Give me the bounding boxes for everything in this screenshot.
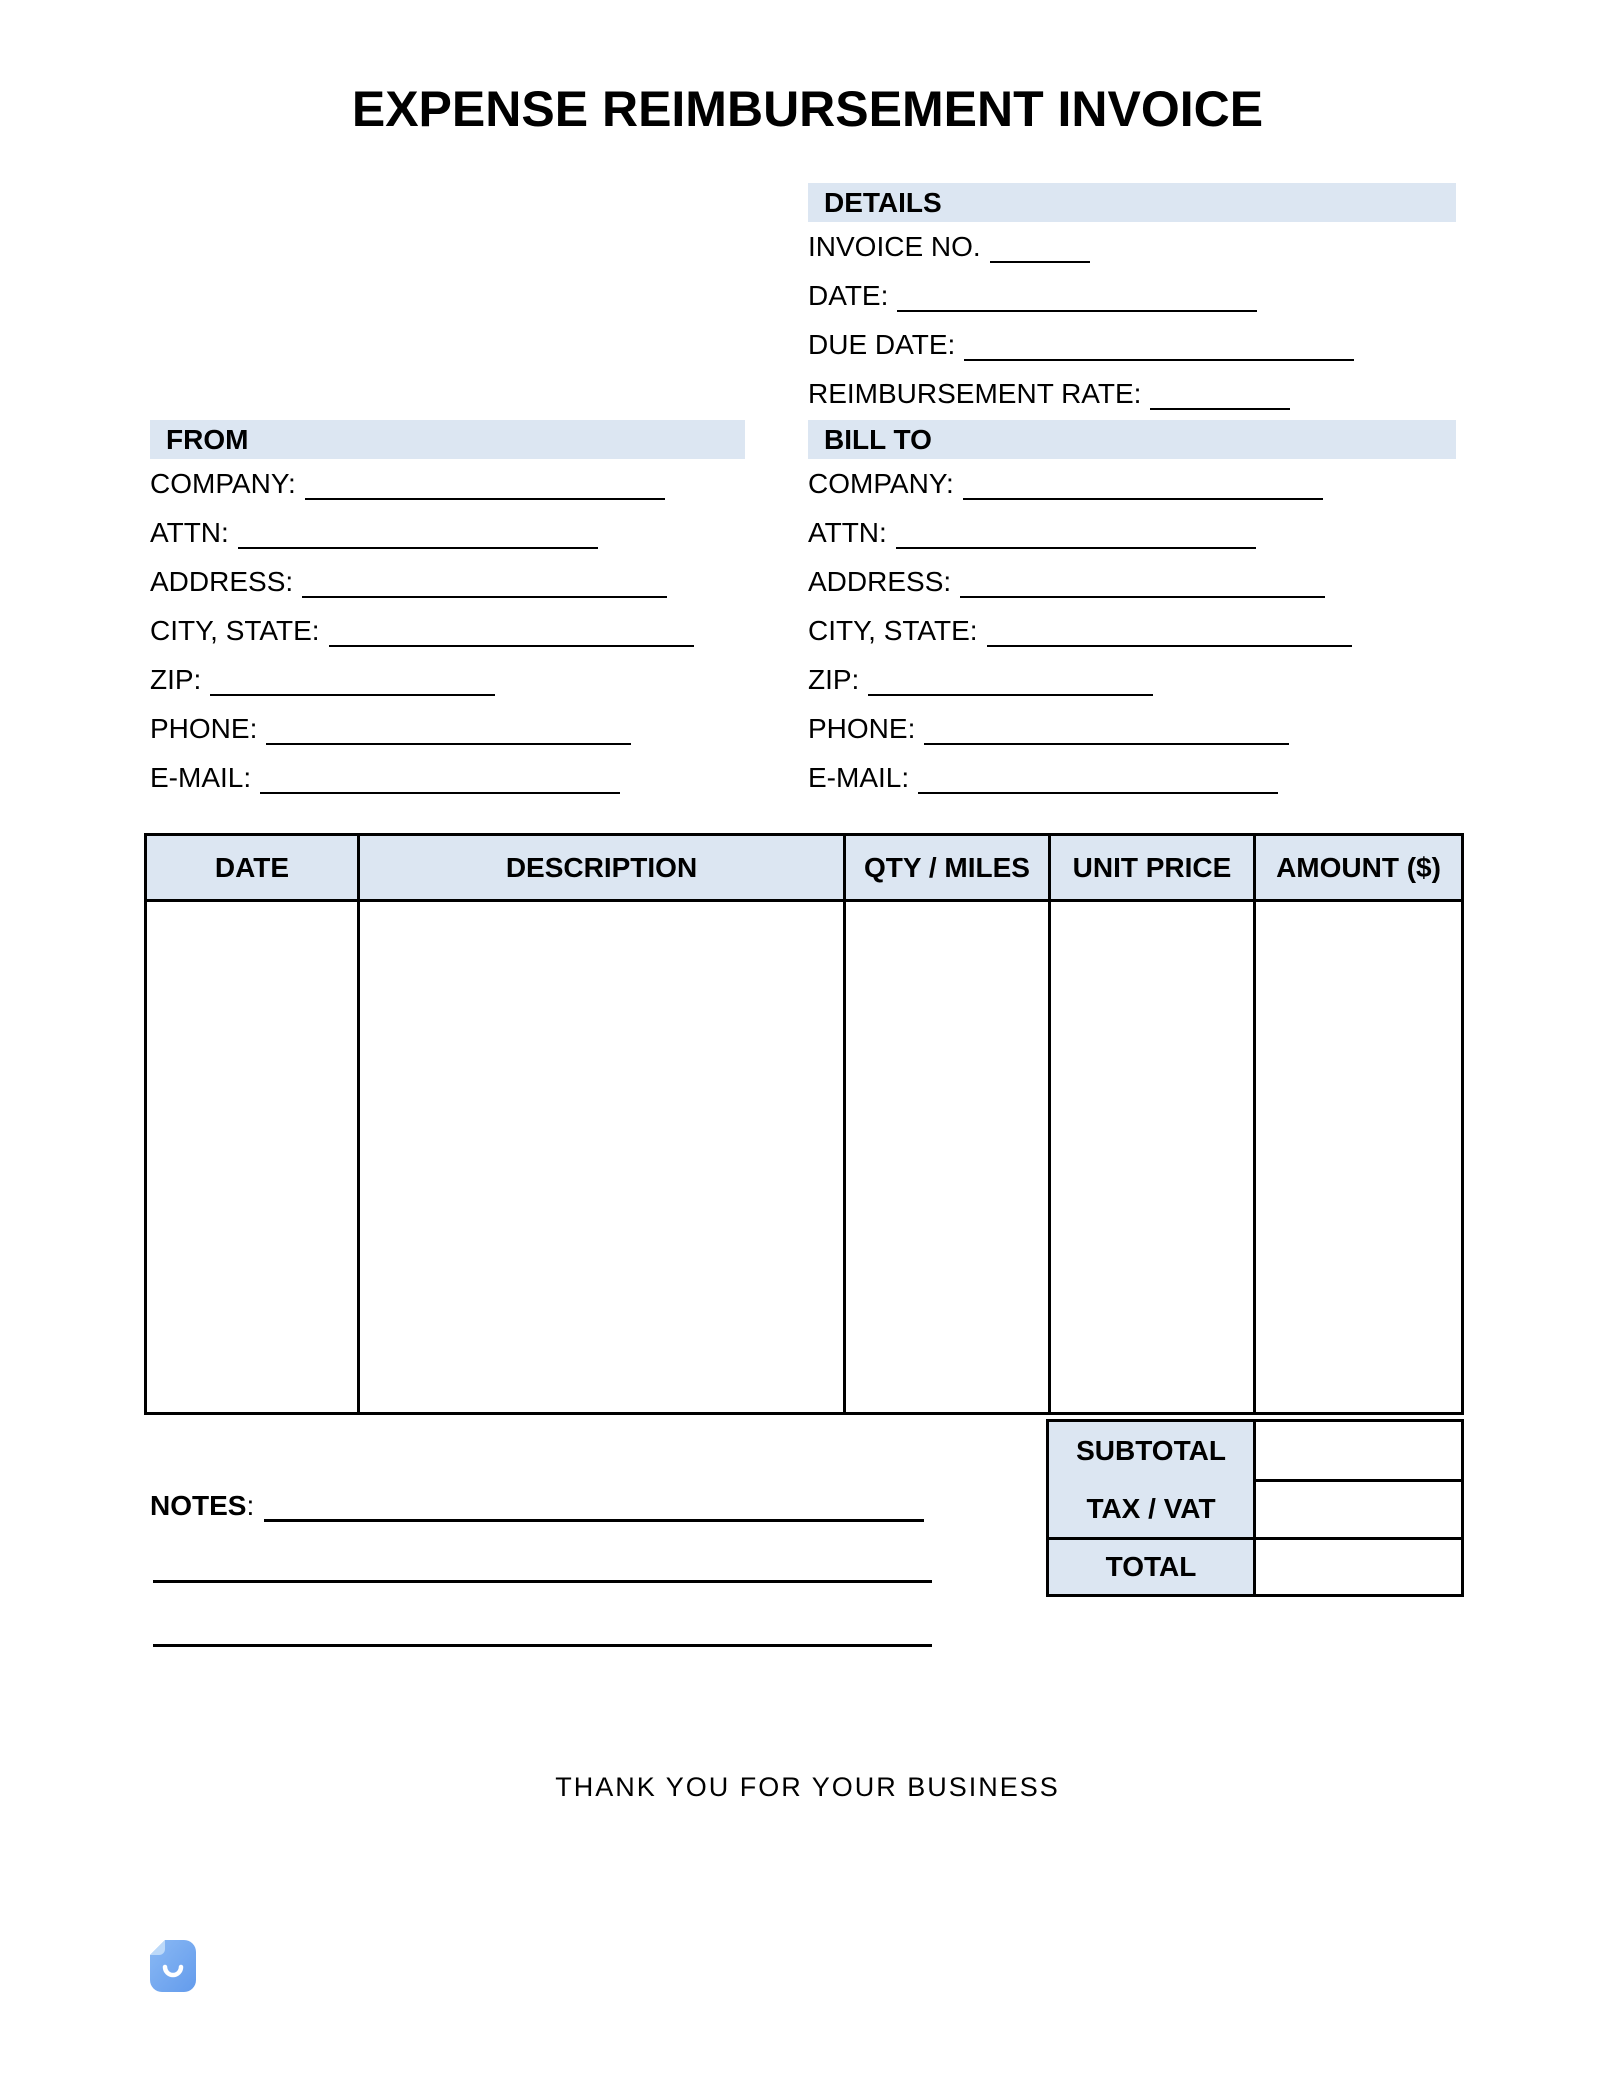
column-header-unit-price: UNIT PRICE [1050, 835, 1255, 901]
bill-to-row-address [808, 557, 1456, 606]
field-row-due-date [808, 320, 1456, 369]
from-row-email [150, 753, 745, 802]
from-phone-blank [266, 743, 631, 745]
from-email-blank [260, 792, 620, 794]
item-cell-unit-price [1050, 901, 1255, 1414]
notes-blank-line-3 [153, 1644, 932, 1647]
bill-to-city-state-label: CITY, STATE: [808, 615, 978, 646]
notes-label: NOTES [150, 1490, 247, 1521]
bill-to-heading: BILL TO [808, 420, 1456, 459]
bill-to-address-label: ADDRESS: [808, 566, 952, 597]
notes-blank-line-1 [264, 1519, 924, 1522]
reimbursement-rate-label: REIMBURSEMENT RATE: [808, 378, 1142, 409]
bill-to-attn-blank [896, 547, 1256, 549]
field-row-reimbursement-rate [808, 369, 1456, 418]
due-date-blank [964, 359, 1354, 361]
details-section [808, 183, 1456, 418]
subtotal-row [1048, 1421, 1463, 1481]
from-row-zip [150, 655, 745, 704]
from-attn-label: ATTN: [150, 517, 229, 548]
line-items-table [144, 833, 1464, 1415]
bill-to-zip-label: ZIP: [808, 664, 860, 695]
bill-to-row-city-state [808, 606, 1456, 655]
from-row-address [150, 557, 745, 606]
item-cell-description [359, 901, 845, 1414]
invoice-no-label: INVOICE NO. [808, 231, 981, 262]
page-title: EXPENSE REIMBURSEMENT INVOICE [351, 81, 1264, 137]
column-header-amount: AMOUNT ($) [1255, 835, 1463, 901]
smiling-document-logo-icon [150, 1940, 196, 1992]
items-empty-row [146, 901, 1463, 1414]
totals-summary [1046, 1419, 1464, 1597]
bill-to-section [808, 420, 1456, 802]
item-cell-date [146, 901, 359, 1414]
notes-colon: : [246, 1490, 255, 1521]
from-city-state-label: CITY, STATE: [150, 615, 320, 646]
from-email-label: E-MAIL: [150, 762, 252, 793]
bill-to-row-email [808, 753, 1456, 802]
bill-to-row-attn [808, 508, 1456, 557]
bill-to-row-zip [808, 655, 1456, 704]
bill-to-company-label: COMPANY: [808, 468, 954, 499]
date-label: DATE: [808, 280, 889, 311]
total-label: TOTAL [1048, 1539, 1255, 1596]
bill-to-phone-label: PHONE: [808, 713, 916, 744]
item-cell-qty-miles [845, 901, 1050, 1414]
bill-to-company-blank [963, 498, 1323, 500]
from-zip-label: ZIP: [150, 664, 202, 695]
bill-to-email-blank [918, 792, 1278, 794]
from-row-phone [150, 704, 745, 753]
bill-to-email-label: E-MAIL: [808, 762, 910, 793]
reimbursement-rate-blank [1150, 408, 1290, 410]
subtotal-label: SUBTOTAL [1048, 1421, 1255, 1481]
bill-to-row-phone [808, 704, 1456, 753]
field-row-date [808, 271, 1456, 320]
from-section [150, 420, 745, 802]
invoice-no-blank [990, 261, 1090, 263]
from-attn-blank [238, 547, 598, 549]
from-address-blank [302, 596, 667, 598]
bill-to-row-company [808, 459, 1456, 508]
bill-to-city-state-blank [987, 645, 1352, 647]
bill-to-address-blank [960, 596, 1325, 598]
thank-you-message: THANK YOU FOR YOUR BUSINESS [555, 1772, 1060, 1802]
date-blank [897, 310, 1257, 312]
field-row-invoice-no [808, 222, 1456, 271]
due-date-label: DUE DATE: [808, 329, 956, 360]
from-phone-label: PHONE: [150, 713, 258, 744]
from-heading: FROM [150, 420, 745, 459]
items-header-row [146, 835, 1463, 901]
item-cell-amount [1255, 901, 1463, 1414]
from-zip-blank [210, 694, 495, 696]
from-company-blank [305, 498, 665, 500]
from-address-label: ADDRESS: [150, 566, 294, 597]
column-header-date: DATE [146, 835, 359, 901]
column-header-qty-miles: QTY / MILES [845, 835, 1050, 901]
notes-field [150, 1489, 924, 1523]
tax-vat-row [1048, 1481, 1463, 1539]
bill-to-phone-blank [924, 743, 1289, 745]
tax-vat-label: TAX / VAT [1048, 1481, 1255, 1539]
details-heading: DETAILS [808, 183, 1456, 222]
total-value [1255, 1539, 1463, 1596]
column-header-description: DESCRIPTION [359, 835, 845, 901]
from-company-label: COMPANY: [150, 468, 296, 499]
from-row-company [150, 459, 745, 508]
subtotal-value [1255, 1421, 1463, 1481]
from-city-state-blank [329, 645, 694, 647]
from-row-city-state [150, 606, 745, 655]
from-row-attn [150, 508, 745, 557]
total-row [1048, 1539, 1463, 1596]
tax-vat-value [1255, 1481, 1463, 1539]
bill-to-zip-blank [868, 694, 1153, 696]
bill-to-attn-label: ATTN: [808, 517, 887, 548]
notes-blank-line-2 [153, 1580, 932, 1583]
